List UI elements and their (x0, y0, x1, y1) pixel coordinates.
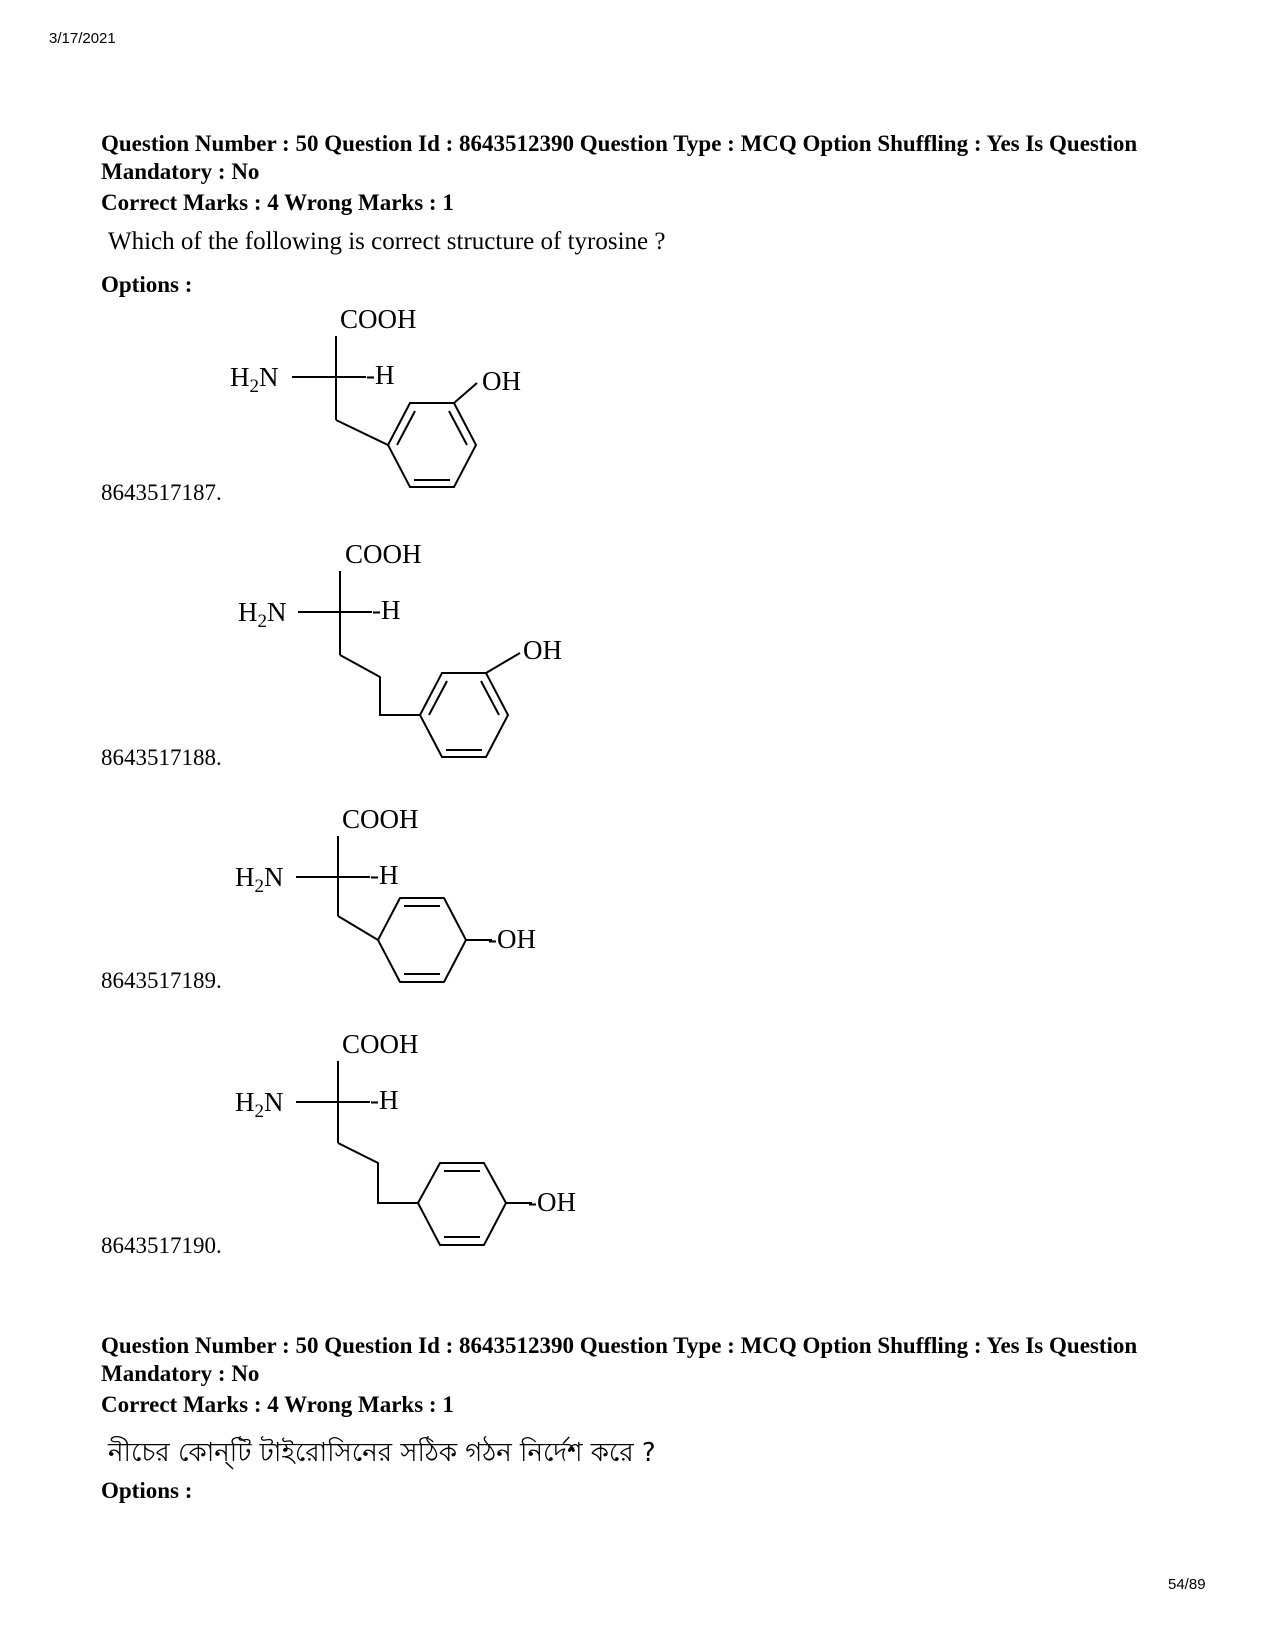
options-label-bn: Options : (101, 1478, 193, 1503)
question-text: Which of the following is correct structure of tyrosine ? (108, 228, 666, 255)
cooh-label: COOH (342, 1029, 419, 1059)
oh-label: OH (482, 366, 521, 396)
cooh-label: COOH (342, 804, 419, 834)
page-number: 54/89 (1168, 1576, 1206, 1593)
question-marks: Correct Marks : 4 Wrong Marks : 1 (101, 190, 454, 215)
cooh-label: COOH (340, 304, 417, 334)
amine-label: $H_2N$ (230, 362, 279, 397)
oh-label: -OH (528, 1187, 576, 1217)
options-label: Options : (101, 272, 193, 297)
question-meta: Question Number : 50 Question Id : 8643512390 Question Type : MCQ Option Shuffling : Yes Is Question Mandatory : No (101, 131, 1138, 184)
print-date: 3/17/2021 (49, 30, 116, 47)
question-marks-bn: Correct Marks : 4 Wrong Marks : 1 (101, 1392, 454, 1417)
option-2-id: 8643517188. (101, 745, 222, 770)
option-1-structure (230, 300, 630, 500)
option-2-structure (230, 535, 630, 775)
amine-label: $H_2N$ (235, 862, 284, 897)
question-text-bn: নীচের কোন্‌টি টাইরোসিনের সঠিক গঠন নির্দেশ করে ? (108, 1438, 656, 1468)
h-label: -H (372, 595, 401, 625)
amine-label: $H_2N$ (235, 1087, 284, 1122)
option-4-id: 8643517190. (101, 1233, 222, 1258)
oh-label: -OH (488, 924, 536, 954)
h-label: -H (370, 860, 399, 890)
option-3-id: 8643517189. (101, 968, 222, 993)
question-meta-bn: Question Number : 50 Question Id : 8643512390 Question Type : MCQ Option Shuffling : Yes Is Question Mandatory : No (101, 1333, 1138, 1386)
option-3-structure (230, 800, 630, 1000)
h-label: -H (370, 1085, 399, 1115)
oh-label: OH (523, 635, 562, 665)
option-4-structure (230, 1025, 630, 1265)
amine-label: $H_2N$ (238, 597, 287, 632)
option-1-id: 8643517187. (101, 480, 222, 505)
h-label: -H (366, 360, 395, 390)
cooh-label: COOH (345, 539, 422, 569)
